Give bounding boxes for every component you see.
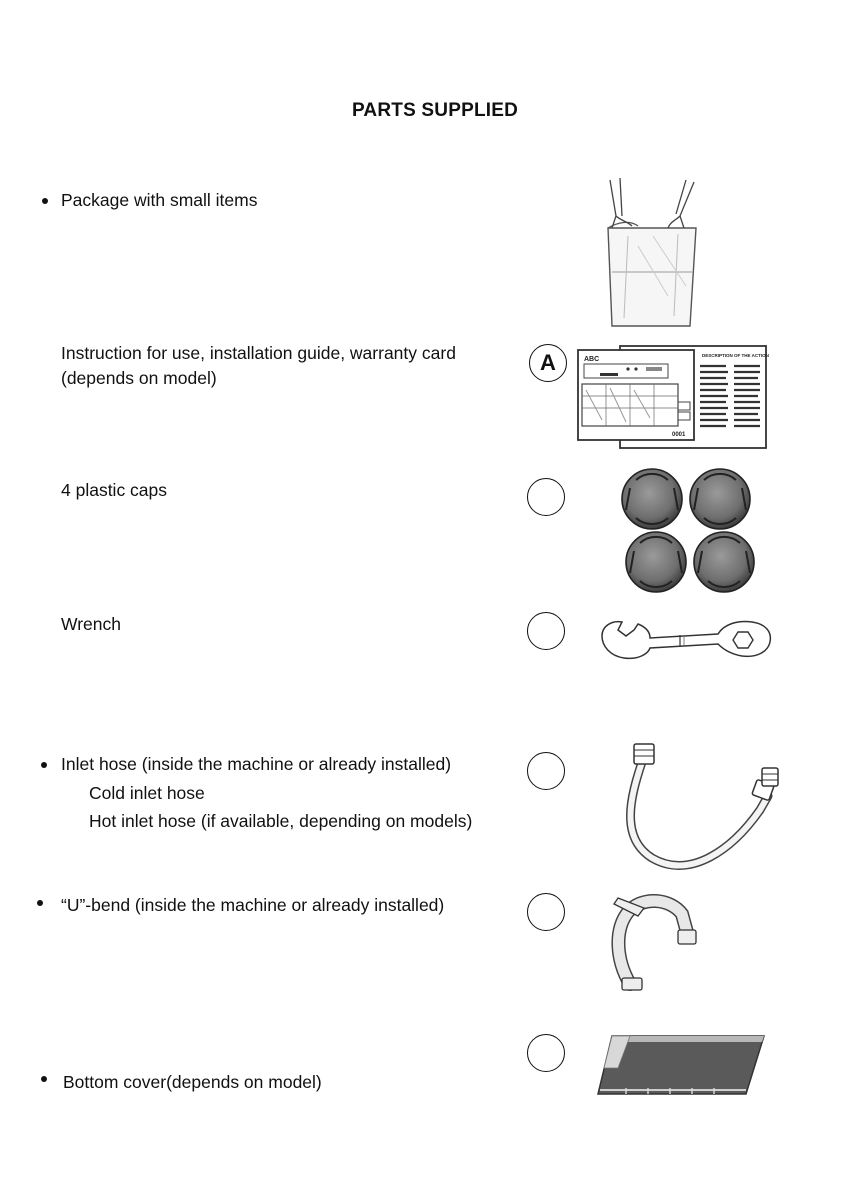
u-bend-illustration: [608, 890, 704, 996]
inlet-hose-illustration: [612, 738, 792, 870]
bullet: [41, 1076, 47, 1082]
cap-3: [626, 532, 686, 592]
item-bottom-cover-label: Bottom cover(depends on model): [63, 1072, 322, 1092]
item-u-bend-label: “U”-bend (inside the machine or already installed): [61, 895, 445, 915]
marker-u-bend-circle: [527, 893, 565, 931]
manual-heading: DESCRIPTION OF THE ACTION: [702, 353, 769, 358]
bottom-cover-illustration: [596, 1032, 768, 1098]
item-cold-inlet-hose-label: Cold inlet hose: [89, 783, 205, 803]
item-instructions-label: [61, 341, 456, 391]
plastic-bag-illustration: [598, 176, 718, 336]
item-hot-inlet-hose-label: Hot inlet hose (if available, depending on models): [89, 811, 473, 831]
item-plastic-caps-label: 4 plastic caps: [61, 480, 168, 500]
page-title: PARTS SUPPLIED: [351, 100, 519, 121]
item-wrench-label: Wrench: [61, 614, 121, 634]
item-instructions-line-1: Instruction for use, installation guide, warranty card: [61, 343, 456, 363]
bullet: [42, 198, 48, 204]
item-instructions-line-2: (depends on model): [61, 368, 217, 388]
marker-a-circle: A: [529, 344, 567, 382]
cap-2: [690, 469, 750, 529]
marker-wrench-circle: [527, 612, 565, 650]
bullet: [41, 762, 47, 768]
item-package-label: Package with small items: [61, 190, 258, 210]
manual-code: 0001: [672, 432, 686, 438]
manual-booklets-illustration: [576, 344, 772, 452]
item-inlet-hose-label: Inlet hose (inside the machine or already installed): [61, 754, 452, 774]
marker-bottom-cover-circle: [527, 1034, 565, 1072]
marker-hose-circle: [527, 752, 565, 790]
plastic-caps-illustration: [614, 466, 762, 596]
cap-1: [622, 469, 682, 529]
manual-badge: ABC: [584, 356, 600, 363]
marker-caps-circle: [527, 478, 565, 516]
bullet: [37, 900, 43, 906]
wrench-illustration: [598, 614, 774, 664]
cap-4: [694, 532, 754, 592]
